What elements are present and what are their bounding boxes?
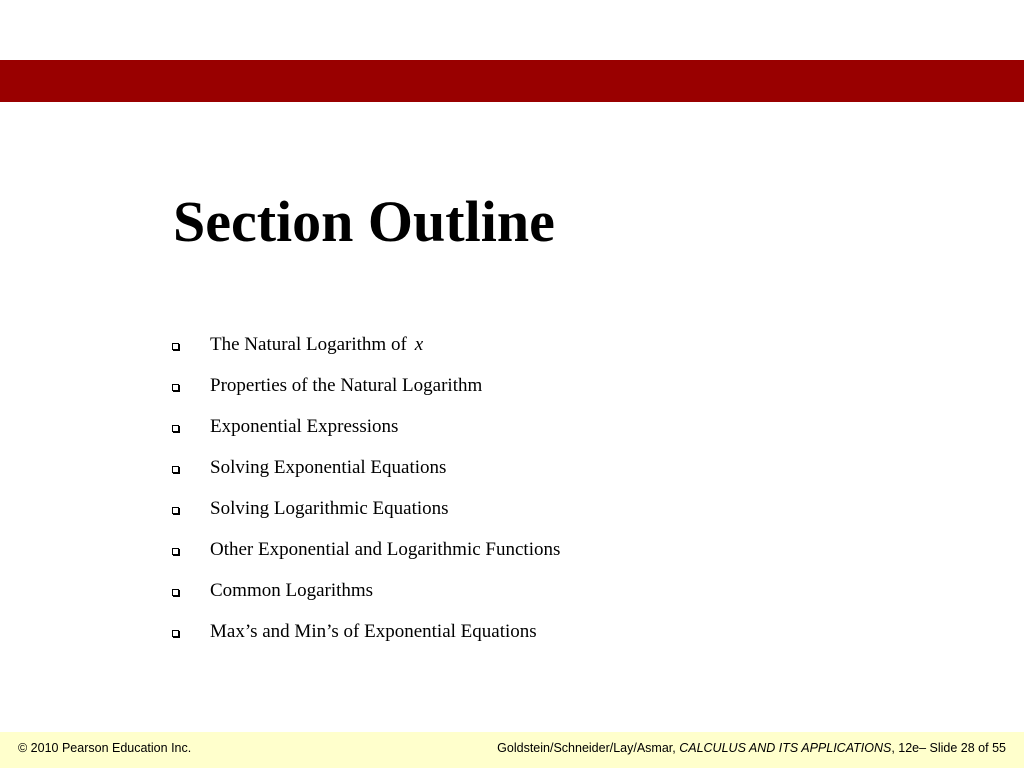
square-bullet-icon (172, 630, 179, 637)
outline-item (172, 447, 560, 488)
header-band (0, 60, 1024, 102)
square-bullet-icon (172, 589, 179, 596)
footer-authors: Goldstein/Schneider/Lay/Asmar, (497, 741, 680, 755)
slide-footer (0, 732, 1024, 768)
outline-item-text: Exponential Expressions (210, 415, 399, 437)
outline-item (172, 570, 560, 611)
square-bullet-icon (172, 548, 179, 555)
outline-item (172, 406, 560, 447)
outline-item-text: Solving Logarithmic Equations (210, 497, 449, 519)
square-bullet-icon (172, 466, 179, 473)
square-bullet-icon (172, 507, 179, 514)
variable-x: x (414, 333, 424, 355)
outline-item (172, 488, 560, 529)
section-outline-list (172, 324, 560, 652)
outline-item-text: Max’s and Min’s of Exponential Equations (210, 620, 537, 642)
footer-book-title: CALCULUS AND ITS APPLICATIONS (679, 741, 892, 755)
footer-slide-number: , 12e– Slide 28 of 55 (891, 741, 1006, 755)
outline-item (172, 365, 560, 406)
square-bullet-icon (172, 425, 179, 432)
outline-item-text: Other Exponential and Logarithmic Functions (210, 538, 561, 560)
slide-title: Section Outline (173, 189, 555, 254)
footer-copyright: © 2010 Pearson Education Inc. (18, 741, 192, 755)
footer-citation (497, 741, 1006, 755)
outline-item-text: The Natural Logarithm of x (210, 333, 424, 355)
square-bullet-icon (172, 343, 179, 350)
outline-item-text: Properties of the Natural Logarithm (210, 374, 483, 396)
outline-item-text: Solving Exponential Equations (210, 456, 447, 478)
outline-item (172, 529, 560, 570)
square-bullet-icon (172, 384, 179, 391)
outline-item (172, 324, 560, 365)
outline-item (172, 611, 560, 652)
outline-item-text: Common Logarithms (210, 579, 374, 601)
